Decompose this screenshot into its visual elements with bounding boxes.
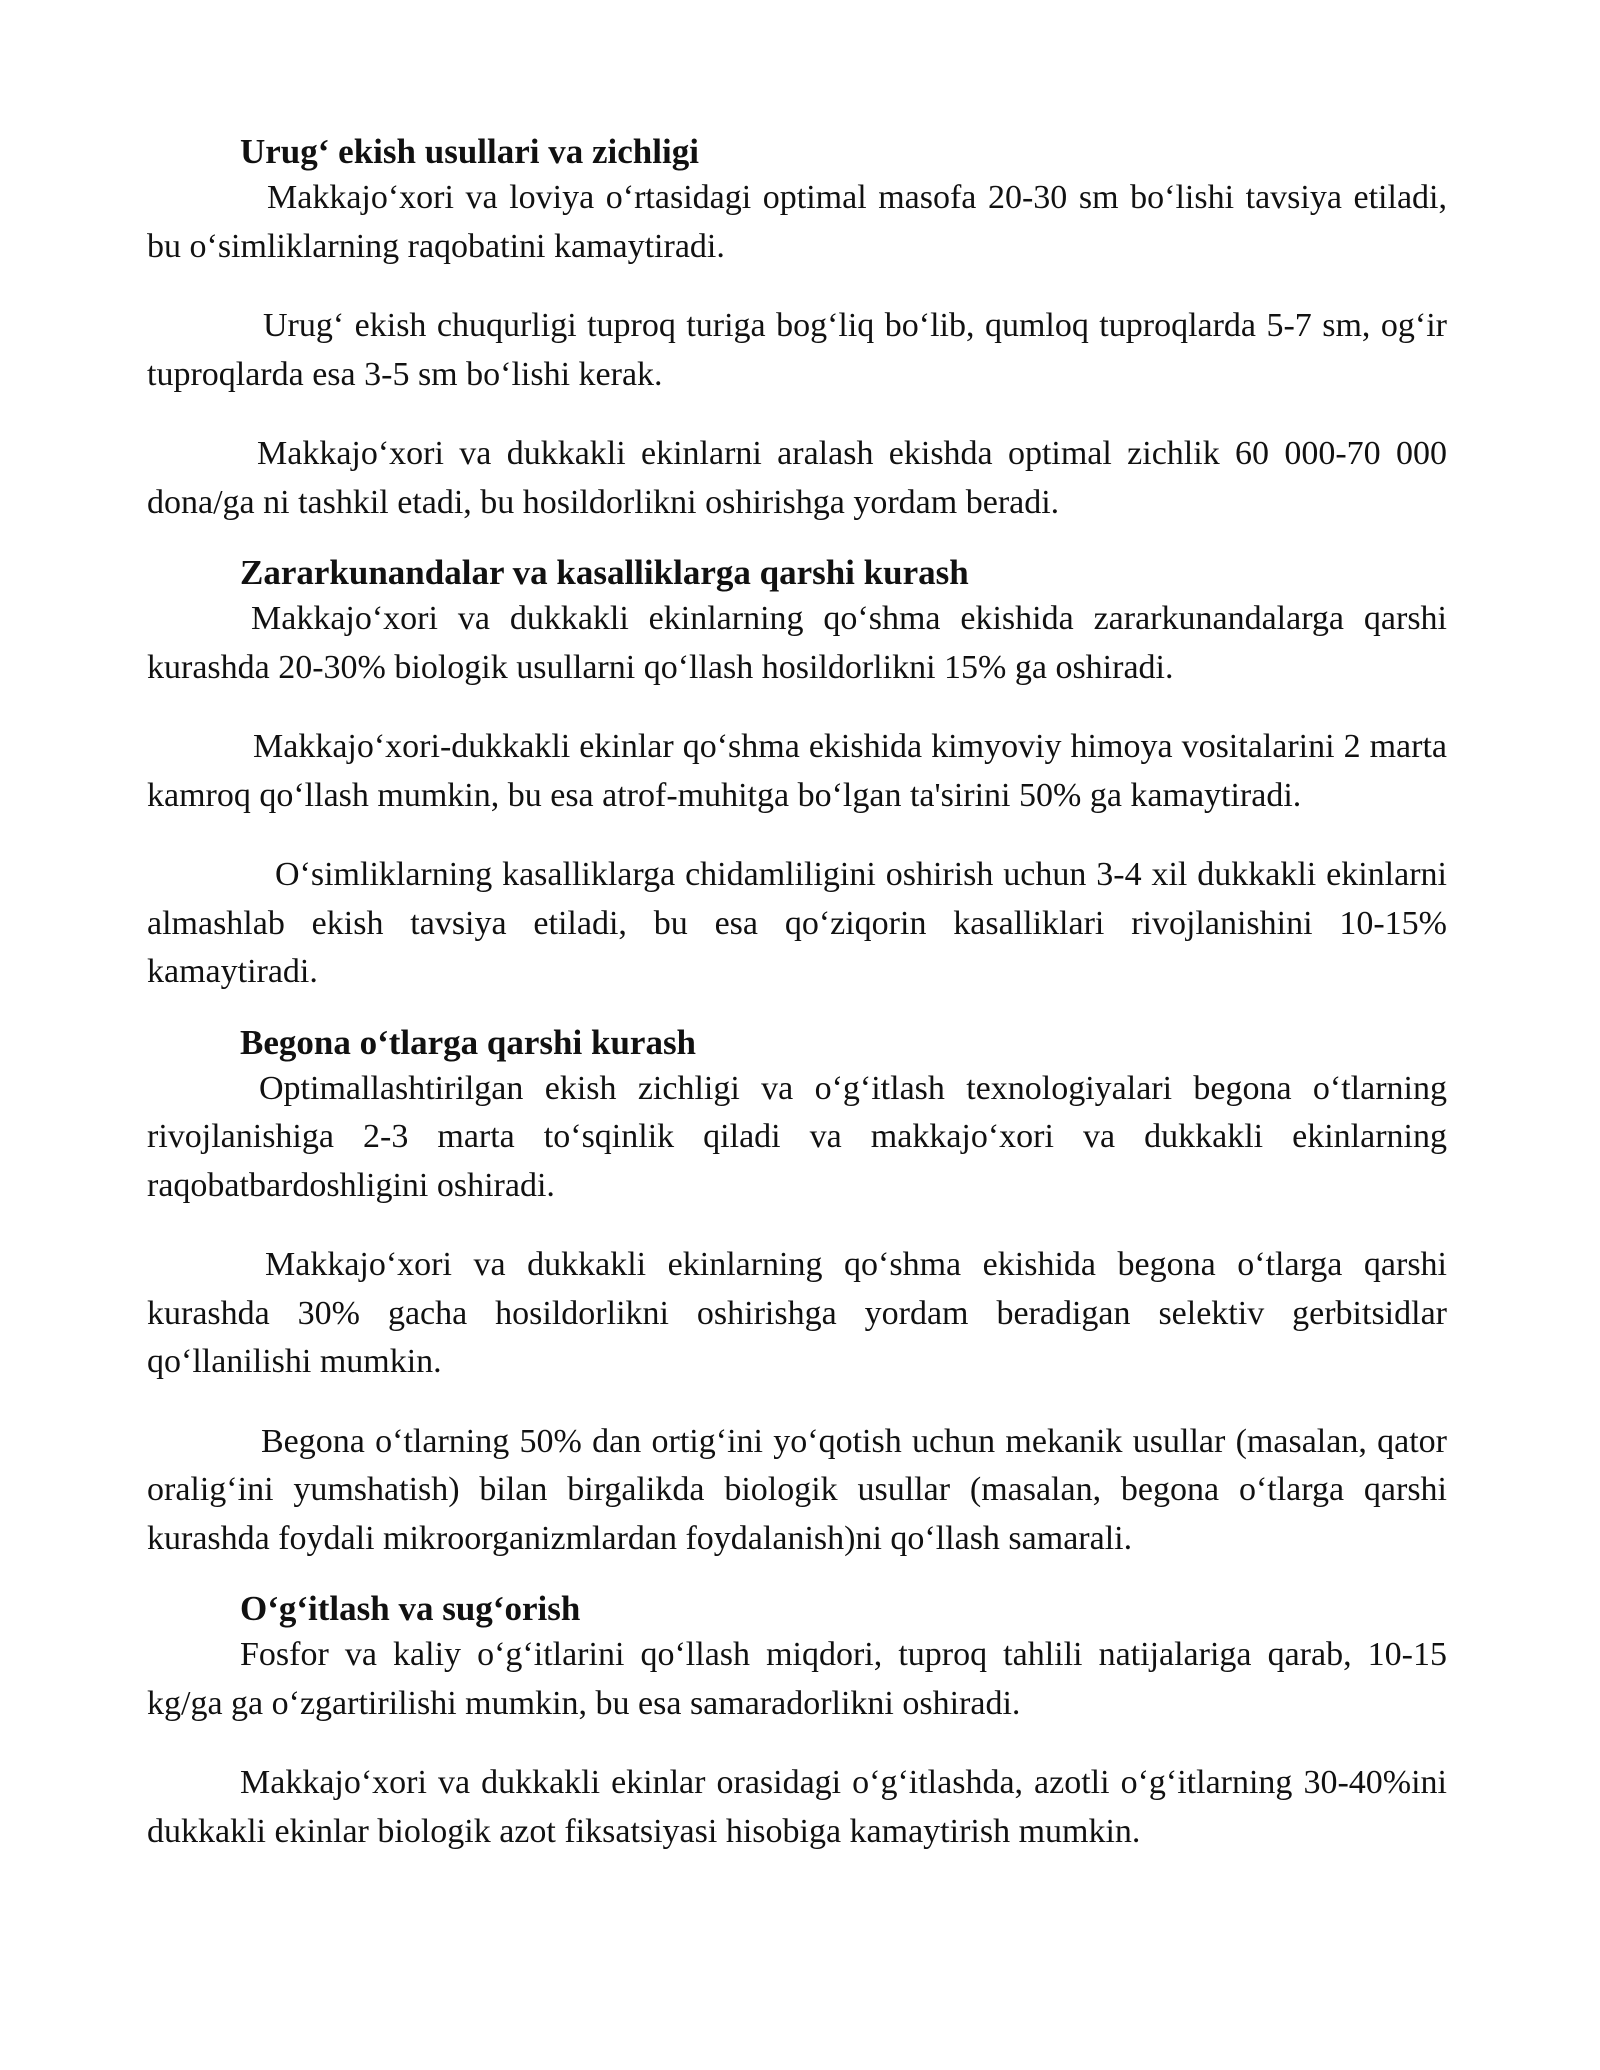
section-fertilizing bbox=[147, 1587, 1447, 1856]
section-heading: Urug‘ ekish usullari va zichligi bbox=[240, 132, 699, 171]
section-heading: Zararkunandalar va kasalliklarga qarshi kurash bbox=[240, 553, 969, 592]
paragraph: Makkajo‘xori-dukkakli ekinlar qo‘shma ekishida kimyoviy himoya vositalarini 2 marta kamroq qo‘llash mumkin, bu esa atrof-muhitga bo‘lgan ta'sirini 50% ga kamaytiradi. bbox=[147, 728, 1447, 814]
paragraph: Makkajo‘xori va dukkakli ekinlarning qo‘shma ekishida begona o‘tlarga qarshi kurashda 30% gacha hosildorlikni oshirishga yordam beradigan selektiv gerbitsidlar qo‘llanilishi mumkin. bbox=[147, 1246, 1447, 1380]
paragraph: Begona o‘tlarning 50% dan ortig‘ini yo‘qotish uchun mekanik usullar (masalan, qator oralig‘ini yumshatish) bilan birgalikda biologik usullar (masalan, begona o‘tlarga qarshi kurashda foydali mikroorganizmlardan foydalanish)ni qo‘llash samarali. bbox=[147, 1422, 1447, 1557]
section-weeds bbox=[147, 1021, 1447, 1564]
paragraph: O‘simliklarning kasalliklarga chidamliligini oshirish uchun 3-4 xil dukkakli ekinlarni almashlab ekish tavsiya etiladi, bu esa qo‘ziqorin kasalliklari rivojlanishini 10-15% kamaytiradi. bbox=[147, 856, 1447, 990]
paragraph: Urug‘ ekish chuqurligi tuproq turiga bog‘liq bo‘lib, qumloq tuproqlarda 5-7 sm, og‘ir tuproqlarda esa 3-5 sm bo‘lishi kerak. bbox=[147, 307, 1447, 393]
paragraph: Makkajo‘xori va dukkakli ekinlarning qo‘shma ekishida zararkunandalarga qarshi kurashda 20-30% biologik usullarni qo‘llash hosildorlikni 15% ga oshiradi. bbox=[147, 600, 1447, 686]
section-heading: Begona o‘tlarga qarshi kurash bbox=[240, 1022, 697, 1062]
paragraph: Makkajo‘xori va dukkakli ekinlar orasidagi o‘g‘itlashda, azotli o‘g‘itlarning 30-40%ini dukkakli ekinlar biologik azot fiksatsiyasi hisobiga kamaytirish mumkin. bbox=[147, 1764, 1447, 1850]
section-pests bbox=[147, 551, 1447, 997]
document-page bbox=[147, 130, 1447, 1856]
section-seeding bbox=[147, 130, 1447, 527]
paragraph: Makkajo‘xori va loviya o‘rtasidagi optimal masofa 20-30 sm bo‘lishi tavsiya etiladi, bu o‘simliklarning raqobatini kamaytiradi. bbox=[147, 179, 1447, 265]
paragraph: Fosfor va kaliy o‘g‘itlarini qo‘llash miqdori, tuproq tahlili natijalariga qarab, 10-15 kg/ga ga o‘zgartirilishi mumkin, bu esa samaradorlikni oshiradi. bbox=[147, 1636, 1447, 1722]
paragraph: Optimallashtirilgan ekish zichligi va o‘g‘itlash texnologiyalari begona o‘tlarning rivojlanishiga 2-3 marta to‘sqinlik qiladi va makkajo‘xori va dukkakli ekinlarning raqobatbardoshligini oshiradi. bbox=[147, 1069, 1447, 1204]
section-heading: O‘g‘itlash va sug‘orish bbox=[240, 1589, 581, 1628]
paragraph: Makkajo‘xori va dukkakli ekinlarni aralash ekishda optimal zichlik 60 000-70 000 dona/ga ni tashkil etadi, bu hosildorlikni oshirishga yordam beradi. bbox=[147, 435, 1447, 521]
